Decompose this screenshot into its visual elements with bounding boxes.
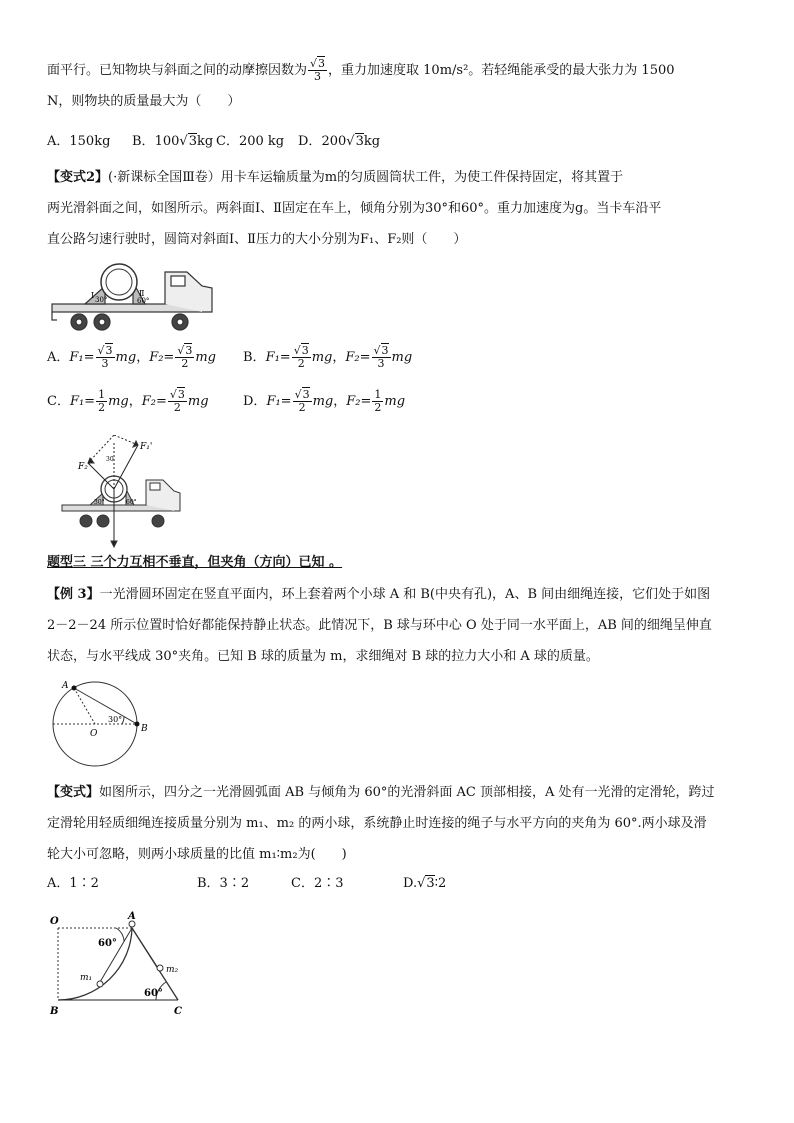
slope-one-label: Ⅰ — [91, 291, 95, 300]
angle-30-top: 30 — [106, 456, 114, 463]
fig-point-a: A — [128, 911, 136, 922]
truck-force-figure — [58, 435, 188, 550]
q2-stem-line3: 直公路匀速行驶时，圆筒对斜面Ⅰ、Ⅱ压力的大小分别为F₁、F₂则（ ） — [47, 232, 467, 247]
q2-option-a[interactable]: A．F₁= $\frac{√3}{3}$ mg，F₂= $\frac{√3}{2}$ mg — [47, 344, 216, 370]
q1-option-a[interactable]: A．150kg — [47, 134, 111, 149]
q3-option-b[interactable]: B．3∶2 — [197, 876, 250, 891]
ring-angle: 30° — [108, 715, 123, 724]
ring-point-a: A — [62, 681, 69, 691]
q3-stem-line2: 定滑轮用轻质细绳连接质量分别为 m₁、m₂ 的两小球，系统静止时连接的绳子与水平方向的夹角为 60°.两小球及滑 — [47, 816, 707, 831]
q2-option-c[interactable]: C．F₁= $\frac{1}{2}$ mg，F₂= $\frac{√3}{2}$ mg — [47, 388, 209, 414]
q1-option-b[interactable]: B．100√3kg — [132, 134, 214, 149]
section-heading: 题型三 三个力互相不垂直，但夹角（方向）已知 。 — [47, 555, 343, 570]
truck-figure — [47, 260, 222, 335]
q1-stem-line1: 面平行。已知物块与斜面之间的动摩擦因数为 $\frac{√3}{3}$ ，重力加速度取 10m/s²。若轻绳能承受的最大张力为 1500 — [47, 57, 675, 83]
ex3-stem-line1: 【例 3】一光滑圆环固定在竖直平面内，环上套着两个小球 A 和 B(中央有孔)，A、B 间由细绳连接，它们处于如图 — [47, 587, 711, 602]
fig-m1: m₁ — [80, 973, 93, 983]
q1-option-d[interactable]: D．200√3kg — [298, 134, 381, 149]
q1-stem-line2: N，则物块的质量最大为（ ） — [47, 94, 241, 109]
angle-60-bottom: 60° — [126, 499, 137, 506]
q3-option-a[interactable]: A．1∶2 — [47, 876, 99, 891]
q2-option-b[interactable]: B．F₁= $\frac{√3}{2}$ mg，F₂= $\frac{√3}{3}$ mg — [243, 344, 413, 370]
q3-stem-line3: 轮大小可忽略，则两小球质量的比值 m₁∶m₂为( ) — [47, 847, 347, 862]
friction-fraction: $\frac{√3}{3}$ — [310, 57, 326, 83]
q2-stem-line1: 【变式2】(·新课标全国Ⅲ卷）用卡车运输质量为m的匀质圆筒状工件，为使工件保持固定，将其置于 — [47, 170, 624, 185]
q1-option-c[interactable]: C．200 kg — [216, 134, 285, 149]
fig-point-c: C — [174, 1006, 182, 1017]
angle-30-label: 30° — [95, 296, 108, 304]
fig-point-o: O — [50, 916, 59, 927]
fig-angle-top: 60° — [98, 938, 117, 949]
ring-point-b: B — [141, 724, 148, 734]
angle-60-label: 60° — [137, 297, 150, 305]
force-f1-label: F₁' — [140, 442, 153, 452]
fig-angle-bottom: 60° — [144, 988, 163, 999]
ex3-stem-line3: 状态，与水平线成 30°夹角。已知 B 球的质量为 m，求细绳对 B 球的拉力大小和 A 球的质量。 — [47, 649, 599, 664]
q3-option-c[interactable]: C．2∶3 — [291, 876, 344, 891]
slope-two-label: Ⅱ — [139, 289, 145, 298]
ex3-stem-line2: 2－2－24 所示位置时恰好都能保持静止状态。此情况下，B 球与环中心 O 处于同一水平面上，AB 间的细绳呈伸直 — [47, 618, 712, 633]
q3-stem-line1: 【变式】如图所示，四分之一光滑圆弧面 AB 与倾角为 60°的光滑斜面 AC 顶部相接，A 处有一光滑的定滑轮，跨过 — [47, 785, 715, 800]
ring-figure — [50, 678, 160, 768]
q3-option-d[interactable]: D.√3∶2 — [403, 876, 447, 891]
fig-point-b: B — [50, 1006, 59, 1017]
fig-m2: m₂ — [166, 965, 179, 975]
q2-option-d[interactable]: D．F₁= $\frac{√3}{2}$ mg，F₂= $\frac{1}{2}$ mg — [243, 388, 406, 414]
q2-stem-line2: 两光滑斜面之间，如图所示。两斜面Ⅰ、Ⅱ固定在车上，倾角分别为30°和60°。重力加速度为g。当卡车沿平 — [47, 201, 662, 216]
angle-30-bottom: 30° — [94, 499, 105, 506]
force-f2-label: F₂' — [78, 462, 91, 472]
arc-slope-figure — [48, 910, 198, 1020]
ring-center-o: O — [90, 729, 98, 739]
